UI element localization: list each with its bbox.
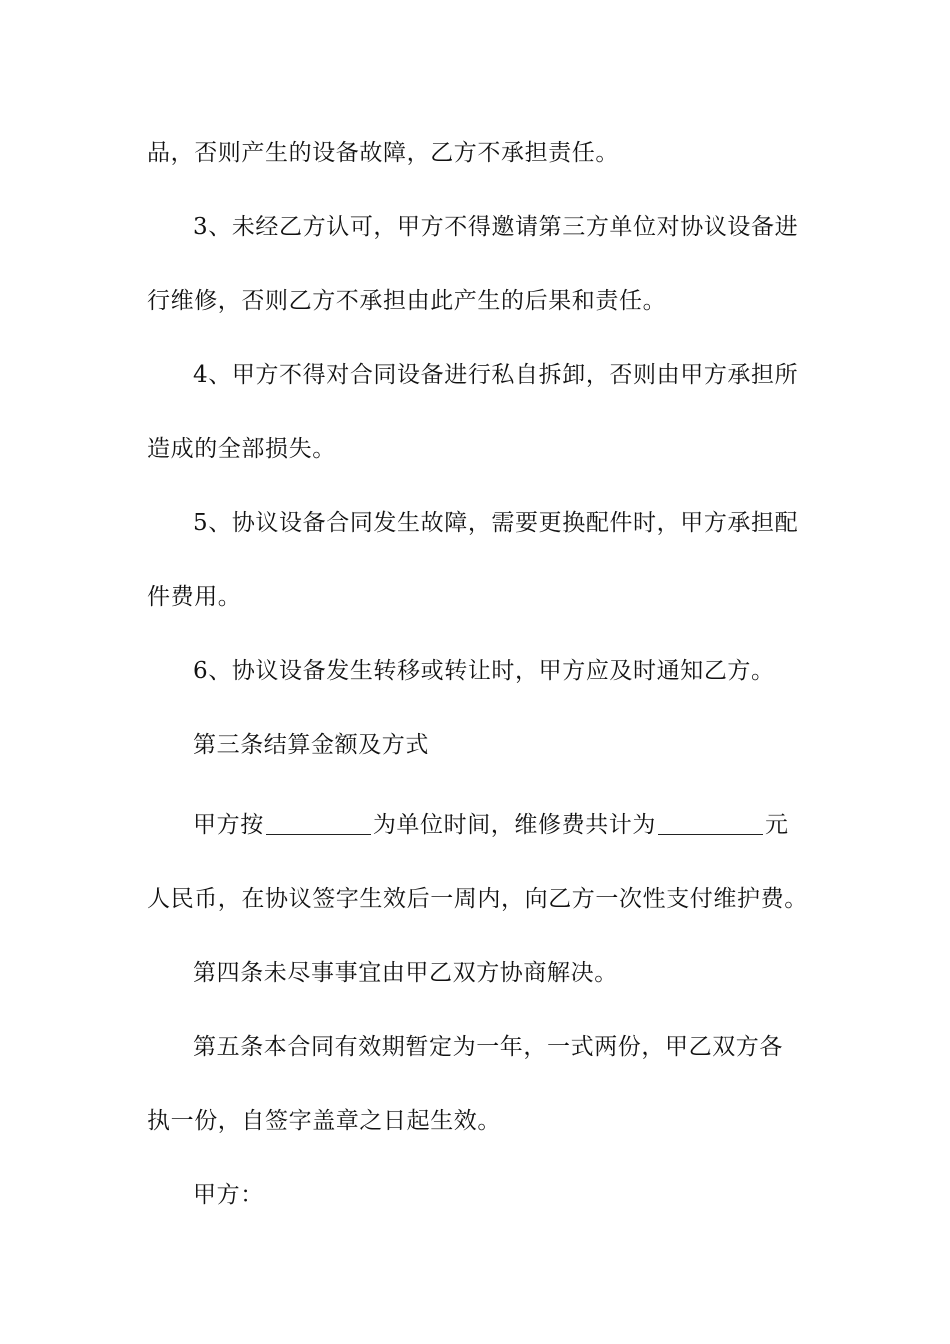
paragraph-line-4: 4、甲方不得对合同设备进行私自拆卸，否则由甲方承担所 (193, 362, 799, 388)
payment-line-part-1: 甲方按 (193, 812, 264, 838)
section-heading-article-three: 第三条结算金额及方式 (193, 732, 429, 758)
paragraph-line-8: 6、协议设备发生转移或转让时，甲方应及时通知乙方。 (193, 658, 775, 684)
fee-amount-blank (658, 810, 763, 835)
paragraph-line-2: 3、未经乙方认可，甲方不得邀请第三方单位对协议设备进 (193, 214, 799, 240)
paragraph-line-6: 5、协议设备合同发生故障，需要更换配件时，甲方承担配 (193, 510, 799, 536)
party-a-label: 甲方： (193, 1182, 264, 1208)
paragraph-line-5: 造成的全部损失。 (147, 436, 336, 462)
paragraph-line-3: 行维修，否则乙方不承担由此产生的后果和责任。 (147, 288, 667, 314)
paragraph-line-11: 人民币，在协议签字生效后一周内，向乙方一次性支付维护费。 (147, 886, 808, 912)
payment-line-part-3: 元 (765, 812, 789, 838)
paragraph-line-13: 第五条本合同有效期暂定为一年，一式两份，甲乙双方各 (193, 1034, 783, 1060)
payment-line (193, 809, 853, 841)
paragraph-line-7: 件费用。 (147, 584, 242, 610)
time-unit-blank (266, 810, 371, 835)
paragraph-line-1: 品，否则产生的设备故障，乙方不承担责任。 (147, 140, 619, 166)
paragraph-line-14: 执一份，自签字盖章之日起生效。 (147, 1108, 501, 1134)
payment-line-part-2: 为单位时间，维修费共计为 (372, 812, 657, 838)
section-heading-article-four: 第四条未尽事事宜由甲乙双方协商解决。 (193, 960, 618, 986)
